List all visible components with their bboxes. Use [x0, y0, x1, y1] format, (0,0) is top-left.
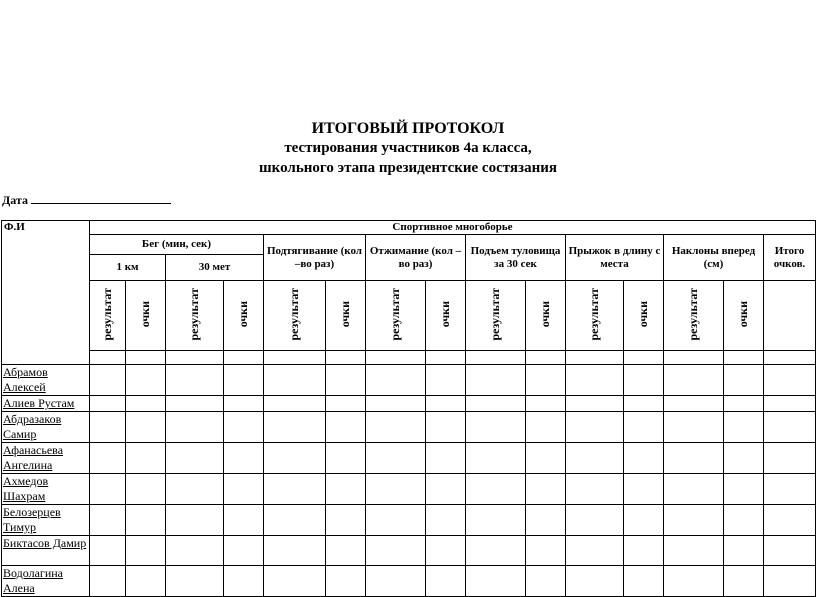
score-cell[interactable] [366, 566, 426, 597]
sub-header-result: результат [366, 281, 426, 351]
score-cell[interactable] [764, 505, 816, 536]
score-cell[interactable] [126, 474, 166, 505]
sub-header-result: результат [264, 281, 326, 351]
score-cell[interactable] [526, 566, 566, 597]
score-cell[interactable] [90, 474, 126, 505]
event-header-pullups: Подтягивание (кол –во раз) [264, 235, 366, 281]
score-cell[interactable] [566, 536, 624, 566]
score-cell[interactable] [664, 474, 724, 505]
score-cell[interactable] [724, 566, 764, 597]
score-cell[interactable] [526, 365, 566, 396]
run-sub-30m: 30 мет [166, 255, 264, 281]
score-cell[interactable] [466, 396, 526, 412]
sub-header-result: результат [90, 281, 126, 351]
score-cell[interactable] [366, 474, 426, 505]
event-header-bends: Наклоны вперед (см) [664, 235, 764, 281]
date-field [2, 192, 171, 208]
score-cell[interactable] [264, 365, 326, 396]
score-cell[interactable] [426, 396, 466, 412]
table-row [2, 443, 816, 474]
score-cell[interactable] [466, 365, 526, 396]
score-cell[interactable] [466, 474, 526, 505]
table-row [2, 365, 816, 396]
score-cell[interactable] [166, 474, 224, 505]
score-cell[interactable] [126, 505, 166, 536]
table-row [2, 536, 816, 566]
score-cell[interactable] [426, 412, 466, 443]
score-cell[interactable] [426, 505, 466, 536]
score-cell[interactable] [426, 365, 466, 396]
run-header: Бег (мин, сек) [90, 235, 264, 255]
score-cell[interactable] [166, 412, 224, 443]
participant-name: Биктасов Дамир [2, 536, 90, 566]
score-cell[interactable] [526, 505, 566, 536]
score-cell[interactable] [90, 536, 126, 566]
score-cell[interactable] [224, 396, 264, 412]
score-cell[interactable] [326, 412, 366, 443]
sub-header-result: результат [664, 281, 724, 351]
sub-header-result: результат [166, 281, 224, 351]
document-subtitle-1: тестирования участников 4а класса, [284, 140, 532, 156]
participant-name: Белозерцев Тимур [2, 505, 90, 536]
fi-header: Ф.И [2, 221, 90, 365]
score-cell[interactable] [224, 443, 264, 474]
document-title: ИТОГОВЫЙ ПРОТОКОЛ [311, 120, 505, 137]
score-cell[interactable] [724, 474, 764, 505]
score-cell[interactable] [764, 474, 816, 505]
score-cell[interactable] [126, 566, 166, 597]
score-cell[interactable] [426, 443, 466, 474]
date-label: Дата [2, 193, 28, 207]
score-cell[interactable] [326, 396, 366, 412]
score-cell[interactable] [264, 396, 326, 412]
score-cell[interactable] [126, 536, 166, 566]
participant-name: Афанасьева Ангелина [2, 443, 90, 474]
score-cell[interactable] [526, 474, 566, 505]
score-cell[interactable] [90, 566, 126, 597]
score-cell[interactable] [764, 443, 816, 474]
score-cell[interactable] [664, 396, 724, 412]
score-cell[interactable] [224, 412, 264, 443]
event-header-pushups: Отжимание (кол – во раз) [366, 235, 466, 281]
score-cell[interactable] [664, 443, 724, 474]
sub-header-result: результат [466, 281, 526, 351]
sub-header-points: очки [526, 281, 566, 351]
score-cell[interactable] [224, 474, 264, 505]
score-cell[interactable] [466, 566, 526, 597]
total-header: Итого очков. [764, 235, 816, 281]
score-cell[interactable] [764, 396, 816, 412]
score-cell[interactable] [90, 443, 126, 474]
score-cell[interactable] [366, 412, 426, 443]
participant-name: Водолагина Алена [2, 566, 90, 597]
score-cell[interactable] [664, 365, 724, 396]
score-cell[interactable] [466, 505, 526, 536]
score-cell[interactable] [366, 396, 426, 412]
score-cell[interactable] [366, 505, 426, 536]
score-cell[interactable] [566, 365, 624, 396]
score-cell[interactable] [126, 365, 166, 396]
score-cell[interactable] [724, 536, 764, 566]
score-cell[interactable] [566, 474, 624, 505]
score-cell[interactable] [326, 505, 366, 536]
sub-header-points: очки [326, 281, 366, 351]
score-cell[interactable] [90, 365, 126, 396]
score-cell[interactable] [724, 505, 764, 536]
participant-name: Абдразаков Самир [2, 412, 90, 443]
score-cell[interactable] [90, 396, 126, 412]
score-cell[interactable] [366, 365, 426, 396]
score-cell[interactable] [224, 505, 264, 536]
sub-header-points: очки [126, 281, 166, 351]
score-cell[interactable] [526, 536, 566, 566]
score-cell[interactable] [466, 443, 526, 474]
score-cell[interactable] [566, 443, 624, 474]
score-cell[interactable] [166, 536, 224, 566]
score-cell[interactable] [764, 536, 816, 566]
score-cell[interactable] [764, 412, 816, 443]
participant-name: Абрамов Алексей [2, 365, 90, 396]
score-cell[interactable] [366, 443, 426, 474]
score-cell[interactable] [326, 566, 366, 597]
date-blank-line [31, 192, 171, 204]
score-cell[interactable] [566, 566, 624, 597]
score-cell[interactable] [566, 396, 624, 412]
table-row [2, 505, 816, 536]
table-row [2, 566, 816, 597]
score-cell[interactable] [624, 365, 664, 396]
participant-name: Алиев Рустам [2, 396, 90, 412]
total-sub-empty [764, 281, 816, 351]
score-cell[interactable] [366, 536, 426, 566]
table-row [2, 412, 816, 443]
score-cell[interactable] [624, 505, 664, 536]
group-header: Спортивное многоборье [90, 221, 816, 235]
score-cell[interactable] [624, 566, 664, 597]
score-cell[interactable] [526, 396, 566, 412]
score-cell[interactable] [224, 536, 264, 566]
score-cell[interactable] [224, 566, 264, 597]
sub-header-points: очки [624, 281, 664, 351]
sub-header-points: очки [224, 281, 264, 351]
document-subtitle-2: школьного этапа президентские состязания [259, 160, 557, 176]
results-table [1, 220, 816, 597]
score-cell[interactable] [466, 412, 526, 443]
score-cell[interactable] [264, 536, 326, 566]
score-cell[interactable] [166, 365, 224, 396]
score-cell[interactable] [326, 536, 366, 566]
score-cell[interactable] [166, 443, 224, 474]
score-cell[interactable] [426, 536, 466, 566]
score-cell[interactable] [264, 505, 326, 536]
score-cell[interactable] [624, 474, 664, 505]
score-cell[interactable] [624, 443, 664, 474]
sub-header-points: очки [724, 281, 764, 351]
table-row [2, 474, 816, 505]
score-cell[interactable] [126, 443, 166, 474]
score-cell[interactable] [664, 505, 724, 536]
score-cell[interactable] [224, 365, 264, 396]
score-cell[interactable] [326, 365, 366, 396]
score-cell[interactable] [326, 443, 366, 474]
event-header-long-jump: Прыжок в длину с места [566, 235, 664, 281]
participants-body [2, 365, 816, 597]
score-cell[interactable] [264, 412, 326, 443]
score-cell[interactable] [326, 474, 366, 505]
score-cell[interactable] [264, 474, 326, 505]
score-cell[interactable] [764, 566, 816, 597]
table-row [2, 396, 816, 412]
score-cell[interactable] [90, 412, 126, 443]
score-cell[interactable] [724, 443, 764, 474]
spacer-row [2, 351, 816, 365]
run-sub-1km: 1 км [90, 255, 166, 281]
score-cell[interactable] [566, 505, 624, 536]
score-cell[interactable] [724, 412, 764, 443]
score-cell[interactable] [624, 396, 664, 412]
score-cell[interactable] [166, 566, 224, 597]
score-cell[interactable] [126, 412, 166, 443]
sub-header-result: результат [566, 281, 624, 351]
score-cell[interactable] [664, 536, 724, 566]
score-cell[interactable] [566, 412, 624, 443]
score-cell[interactable] [426, 566, 466, 597]
score-cell[interactable] [126, 396, 166, 412]
score-cell[interactable] [764, 365, 816, 396]
score-cell[interactable] [664, 566, 724, 597]
participant-name: Ахмедов Шахрам [2, 474, 90, 505]
score-cell[interactable] [724, 396, 764, 412]
score-cell[interactable] [264, 566, 326, 597]
event-header-situps: Подъем туловища за 30 сек [466, 235, 566, 281]
sub-header-points: очки [426, 281, 466, 351]
score-cell[interactable] [166, 505, 224, 536]
score-cell[interactable] [466, 536, 526, 566]
score-cell[interactable] [90, 505, 126, 536]
score-cell[interactable] [526, 412, 566, 443]
score-cell[interactable] [264, 443, 326, 474]
score-cell[interactable] [624, 536, 664, 566]
score-cell[interactable] [724, 365, 764, 396]
score-cell[interactable] [166, 396, 224, 412]
score-cell[interactable] [526, 443, 566, 474]
score-cell[interactable] [426, 474, 466, 505]
score-cell[interactable] [624, 412, 664, 443]
score-cell[interactable] [664, 412, 724, 443]
